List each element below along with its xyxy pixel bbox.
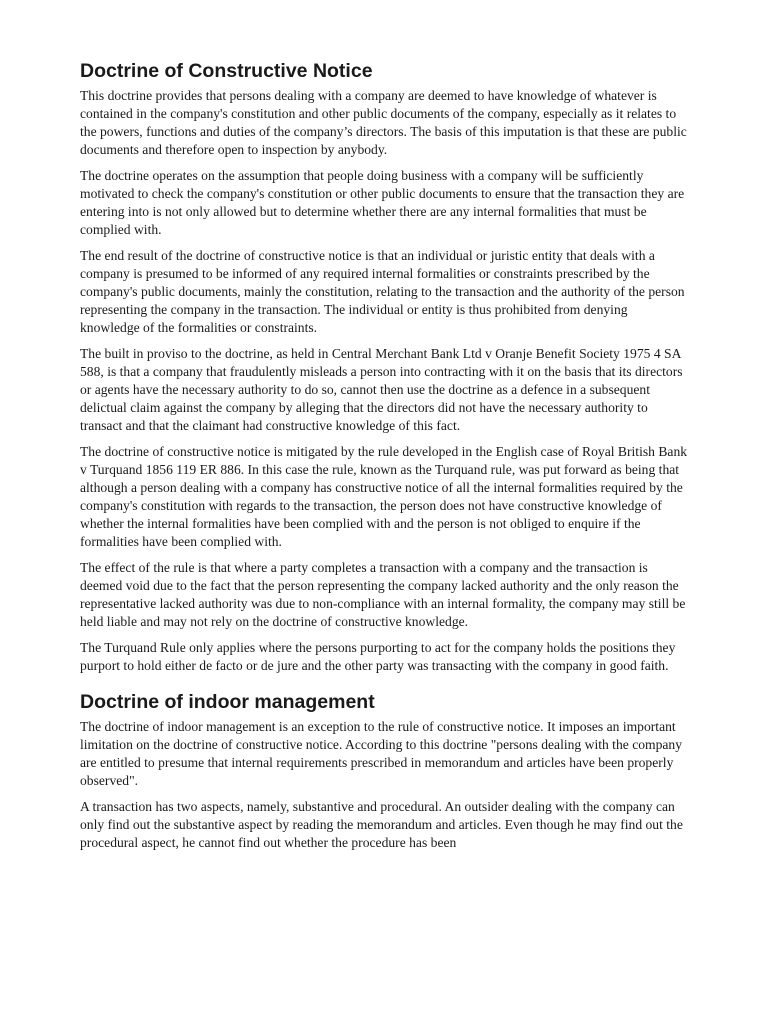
- paragraph-constructive-6: The effect of the rule is that where a party completes a transaction with a company and the transaction is deemed void due to the fact that the person representing the company lacked authority and the only reason the representative lacked authority was due to non-compliance with an internal formality, the company may still be held liable and may not rely on the doctrine of constructive knowledge.: [80, 560, 686, 629]
- document-page: [80, 58, 688, 860]
- paragraph-constructive-1: This doctrine provides that persons dealing with a company are deemed to have knowledge of whatever is contained in the company's constitution and other public documents of the company, especially as it relates to the powers, functions and duties of the company’s directors. The basis of this imputation is that these are public documents and therefore open to inspection by anybody.: [80, 88, 687, 157]
- paragraph-constructive-7: The Turquand Rule only applies where the persons purporting to act for the company holds the positions they purport to hold either de facto or de jure and the other party was transacting with the company in good faith.: [80, 640, 676, 673]
- paragraph-constructive-5: The doctrine of constructive notice is mitigated by the rule developed in the English case of Royal British Bank v Turquand 1856 119 ER 886. In this case the rule, known as the Turquand rule, was put forward as being that although a person dealing with a company has constructive notice of all the internal formalities required by the company's constitution with regards to the transaction, the person does not have constructive knowledge of whether the internal formalities have been complied with and the person is not obliged to enquire if the formalities have been complied with.: [80, 444, 688, 549]
- paragraph-constructive-4: The built in proviso to the doctrine, as held in Central Merchant Bank Ltd v Oranje Benefit Society 1975 4 SA 588, is that a company that fraudulently misleads a person into contracting with it on the basis that its directors or agents have the necessary authority to do so, cannot then use the doctrine as a defence in a subsequent delictual claim against the company by alleging that the directors did not have the necessary authority to transact and that the claimant had constructive knowledge of this fact.: [80, 346, 683, 433]
- paragraph-constructive-3: The end result of the doctrine of constructive notice is that an individual or juristic entity that deals with a company is presumed to be informed of any required internal formalities or constraints prescribed by the company's public documents, mainly the constitution, relating to the transaction and the authority of the person representing the company in the transaction. The individual or entity is thus prohibited from denying knowledge of the formalities or constraints.: [80, 248, 685, 335]
- section-heading-constructive-notice: Doctrine of Constructive Notice: [80, 60, 373, 82]
- paragraph-constructive-2: The doctrine operates on the assumption that people doing business with a company will be sufficiently motivated to check the company's constitution or other public documents to ensure that the transaction they are entering into is not only allowed but to determine whether there are any internal formalities that must be complied with.: [80, 168, 685, 237]
- section-heading-indoor-management: Doctrine of indoor management: [80, 691, 375, 713]
- paragraph-indoor-2: A transaction has two aspects, namely, substantive and procedural. An outsider dealing with the company can only find out the substantive aspect by reading the memorandum and articles. Even though he may find out the procedural aspect, he cannot find out whether the procedure has been: [80, 799, 683, 850]
- paragraph-indoor-1: The doctrine of indoor management is an exception to the rule of constructive notice. It imposes an important limitation on the doctrine of constructive notice. According to this doctrine "persons dealing with the company are entitled to presume that internal requirements prescribed in memorandum and articles have been properly observed".: [80, 719, 683, 788]
